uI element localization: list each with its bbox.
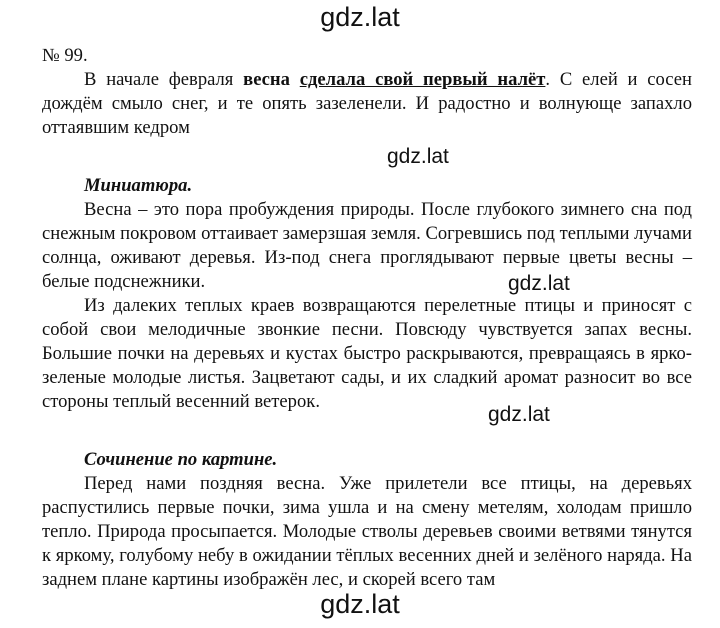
- intro-text-end: . С елей и сосен дождём смыло снег, и те опять зазеленели. И радостно и волнующе запахло оттаявшим кедром: [42, 69, 692, 138]
- watermark-3: gdz.lat: [488, 403, 550, 426]
- watermark-2: gdz.lat: [508, 272, 570, 295]
- miniature-paragraph-2: Из далеких теплых краев возвращаются перелетные птицы и приносят с собой свои мелодичные звонкие песни. Повсюду чувствуется запах весны. Большие почки на деревьях и кустах быстро раскрываются, превращаясь в ярко-зеленые молодые листья. Зацветают сады, и их сладкий аромат разносит во все стороны теплый весенний ветерок.: [42, 295, 692, 412]
- intro-text-start: В начале февраля: [84, 69, 244, 90]
- document-body: [42, 44, 692, 592]
- essay-paragraph-1: Перед нами поздняя весна. Уже прилетели все птицы, на деревьях распустились первые почки, зима ушла и на смену метелям, холодам пришло тепло. Природа просыпается. Молодые стволы деревьев своими ветвями тянутся к яркому, голубому небу в ожидании тёплых весенних дней и зелёного наряда. На заднем плане картины изображён лес, и скорей всего там: [42, 473, 692, 590]
- miniature-paragraph-1: Весна – это пора пробуждения природы. После глубокого зимнего сна под снежным покровом оттаивает замерзшая земля. Согревшись под теплыми лучами солнца, оживают деревья. Из-под снега проглядывают первые цветы весны – белые подснежники.: [42, 199, 692, 292]
- intro-paragraph: [42, 68, 692, 140]
- intro-space: [290, 69, 300, 90]
- intro-bold-word: весна: [243, 69, 290, 90]
- intro-underlined-phrase: сделала свой первый налёт: [299, 69, 546, 90]
- watermark-1: gdz.lat: [387, 145, 449, 168]
- watermark-bottom: gdz.lat: [320, 589, 400, 619]
- essay-heading: Сочинение по картине.: [84, 449, 278, 470]
- miniature-heading: Миниатюра.: [84, 175, 193, 196]
- watermark-top: gdz.lat: [320, 2, 400, 32]
- exercise-number: № 99.: [42, 45, 88, 66]
